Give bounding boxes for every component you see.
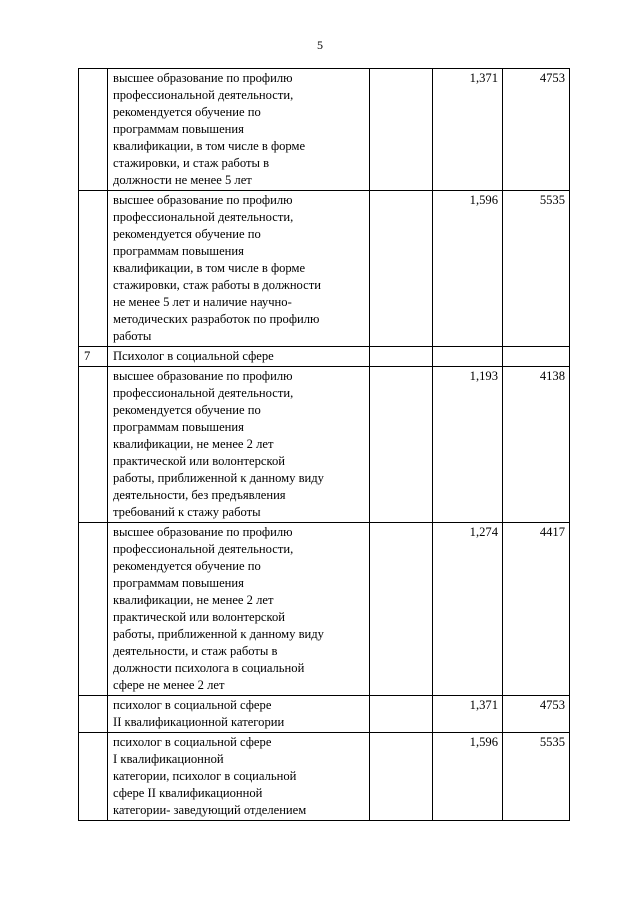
- coefficient-cell: 1,596: [433, 191, 503, 347]
- row-number-cell: [79, 696, 108, 733]
- requirement-line: профессиональной деятельности,: [113, 542, 294, 556]
- salary-amount-cell: 4138: [503, 367, 570, 523]
- requirement-line: деятельности, и стаж работы в: [113, 644, 278, 658]
- table-body: [79, 69, 570, 821]
- coefficient-cell: 1,193: [433, 367, 503, 523]
- requirement-line: квалификации, в том числе в форме: [113, 139, 306, 153]
- requirement-line: практической или волонтерской: [113, 610, 286, 624]
- empty-cell: [370, 696, 433, 733]
- requirement-line: I квалификационной: [113, 752, 224, 766]
- requirement-line: стажировки, стаж работы в должности: [113, 278, 321, 292]
- requirement-line: практической или волонтерской: [113, 454, 286, 468]
- requirement-line: работы, приближенной к данному виду: [113, 471, 324, 485]
- row-number-cell: [79, 733, 108, 821]
- table-row: [79, 191, 570, 347]
- coefficient-cell: 1,596: [433, 733, 503, 821]
- table-row: [79, 696, 570, 733]
- row-number-cell: [79, 523, 108, 696]
- salary-amount-cell: [503, 347, 570, 367]
- position-title-cell: [108, 347, 370, 367]
- qualification-requirements-cell: [108, 191, 370, 347]
- table-row: [79, 733, 570, 821]
- coefficient-cell: 1,274: [433, 523, 503, 696]
- qualification-requirements-cell: [108, 367, 370, 523]
- empty-cell: [370, 733, 433, 821]
- requirement-line: квалификации, не менее 2 лет: [113, 593, 274, 607]
- qualification-requirements-cell: [108, 523, 370, 696]
- requirement-line: рекомендуется обучение по: [113, 227, 261, 241]
- requirement-line: программам повышения: [113, 420, 244, 434]
- table-row: [79, 367, 570, 523]
- requirement-line: категории, психолог в социальной: [113, 769, 297, 783]
- requirement-line: стажировки, и стаж работы в: [113, 156, 270, 170]
- requirement-line: деятельности, без предъявления: [113, 488, 286, 502]
- requirement-line: программам повышения: [113, 122, 244, 136]
- row-number-cell: [79, 191, 108, 347]
- requirement-line: сфере не менее 2 лет: [113, 678, 225, 692]
- salary-amount-cell: 4417: [503, 523, 570, 696]
- requirement-line: Психолог в социальной сфере: [113, 349, 274, 363]
- requirement-line: не менее 5 лет и наличие научно-: [113, 295, 292, 309]
- requirement-line: сфере II квалификационной: [113, 786, 263, 800]
- requirement-line: методических разработок по профилю: [113, 312, 320, 326]
- requirement-line: психолог в социальной сфере: [113, 735, 272, 749]
- page-number: 5: [317, 38, 323, 52]
- qualification-requirements-cell: [108, 696, 370, 733]
- requirement-line: работы, приближенной к данному виду: [113, 627, 324, 641]
- requirement-line: рекомендуется обучение по: [113, 559, 261, 573]
- requirement-line: должности не менее 5 лет: [113, 173, 252, 187]
- coefficient-cell: 1,371: [433, 696, 503, 733]
- requirement-line: профессиональной деятельности,: [113, 386, 294, 400]
- empty-cell: [370, 523, 433, 696]
- qualification-requirements-cell: [108, 733, 370, 821]
- requirement-line: профессиональной деятельности,: [113, 210, 294, 224]
- row-number-cell: 7: [79, 347, 108, 367]
- requirement-line: рекомендуется обучение по: [113, 403, 261, 417]
- requirement-line: категории- заведующий отделением: [113, 803, 307, 817]
- empty-cell: [370, 347, 433, 367]
- table-row: [79, 523, 570, 696]
- qualification-salary-table: [78, 68, 570, 821]
- salary-amount-cell: 5535: [503, 733, 570, 821]
- requirement-line: квалификации, в том числе в форме: [113, 261, 306, 275]
- coefficient-cell: [433, 347, 503, 367]
- qualification-requirements-cell: [108, 69, 370, 191]
- empty-cell: [370, 191, 433, 347]
- salary-amount-cell: 4753: [503, 696, 570, 733]
- salary-amount-cell: 4753: [503, 69, 570, 191]
- table-row: [79, 69, 570, 191]
- coefficient-cell: 1,371: [433, 69, 503, 191]
- row-number-cell: [79, 69, 108, 191]
- requirement-line: профессиональной деятельности,: [113, 88, 294, 102]
- requirement-line: высшее образование по профилю: [113, 71, 293, 85]
- requirement-line: должности психолога в социальной: [113, 661, 305, 675]
- empty-cell: [370, 69, 433, 191]
- row-number-cell: [79, 367, 108, 523]
- requirement-line: высшее образование по профилю: [113, 369, 293, 383]
- requirement-line: II квалификационной категории: [113, 715, 285, 729]
- requirement-line: квалификации, не менее 2 лет: [113, 437, 274, 451]
- requirement-line: требований к стажу работы: [113, 505, 261, 519]
- requirement-line: рекомендуется обучение по: [113, 105, 261, 119]
- table-group-row: [79, 347, 570, 367]
- requirement-line: программам повышения: [113, 244, 244, 258]
- requirement-line: высшее образование по профилю: [113, 193, 293, 207]
- requirement-line: психолог в социальной сфере: [113, 698, 272, 712]
- empty-cell: [370, 367, 433, 523]
- requirement-line: высшее образование по профилю: [113, 525, 293, 539]
- requirement-line: программам повышения: [113, 576, 244, 590]
- requirement-line: работы: [113, 329, 152, 343]
- salary-amount-cell: 5535: [503, 191, 570, 347]
